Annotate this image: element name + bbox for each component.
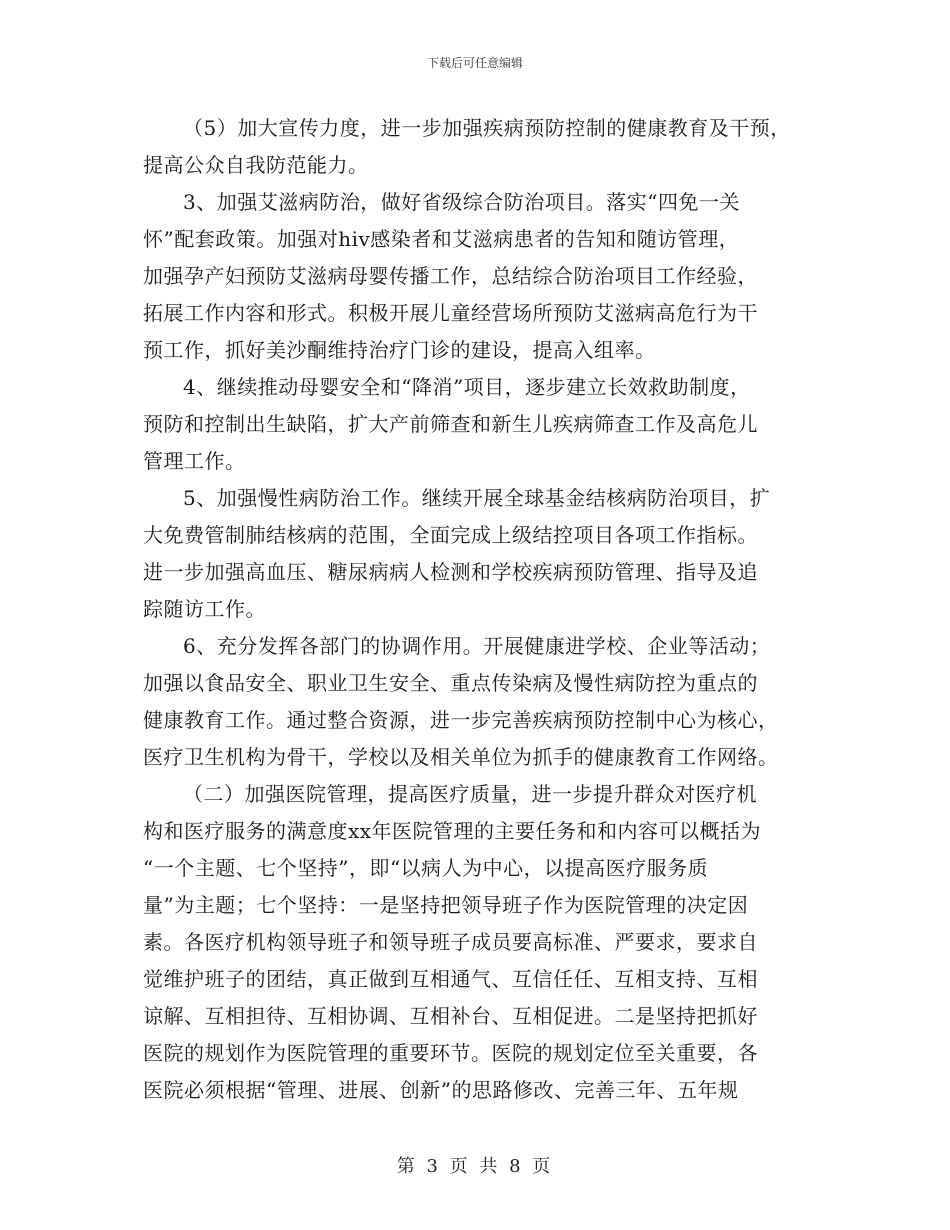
text-line: 医院的规划作为医院管理的重要环节。医院的规划定位至关重要，各 xyxy=(143,1041,758,1065)
text-line: 拓展工作内容和形式。积极开展儿童经营场所预防艾滋病高危行为干 xyxy=(143,301,758,325)
text-line: 管理工作。 xyxy=(143,449,246,473)
text-line: （二）加强医院管理，提高医疗质量，进一步提升群众对医疗机 xyxy=(183,782,757,806)
text-line: 4、继续推动母婴安全和“降消”项目，逐步建立长效救助制度， xyxy=(183,375,751,399)
paragraph-3 xyxy=(143,369,803,480)
header-note: 下载后可任意编辑 xyxy=(426,56,523,70)
text-line: 预防和控制出生缺陷，扩大产前筛查和新生儿疾病筛查工作及高危儿 xyxy=(143,412,758,436)
text-line: 构和医疗服务的满意度xx年医院管理的主要任务和和内容可以概括为 xyxy=(143,819,762,843)
paragraph-1 xyxy=(143,110,803,184)
text-line: 医疗卫生机构为骨干，学校以及相关单位为抓手的健康教育工作网络。 xyxy=(143,745,779,769)
text-line: 怀”配套政策。加强对hiv感染者和艾滋病患者的告知和随访管理， xyxy=(143,227,740,251)
text-line: （5）加大宣传力度，进一步加强疾病预防控制的健康教育及干预， xyxy=(183,116,791,140)
text-line: 5、加强慢性病防治工作。继续开展全球基金结核病防治项目，扩 xyxy=(183,486,771,510)
text-line: 大免费管制肺结核病的范围，全面完成上级结控项目各项工作指标。 xyxy=(143,523,758,547)
paragraph-6 xyxy=(143,776,803,1109)
text-line: 踪随访工作。 xyxy=(143,597,266,621)
text-line: 进一步加强高血压、糖尿病病人检测和学校疾病预防管理、指导及追 xyxy=(143,560,758,584)
document-body xyxy=(143,110,803,1109)
text-line: 量”为主题；七个坚持：一是坚持把领导班子作为医院管理的决定因 xyxy=(143,893,749,917)
text-line: 加强孕产妇预防艾滋病母婴传播工作，总结综合防治项目工作经验， xyxy=(143,264,758,288)
paragraph-4 xyxy=(143,480,803,628)
page-number: 第 3 页 共 8 页 xyxy=(396,1156,554,1177)
text-line: 谅解、互相担待、互相协调、互相补台、互相促进。二是坚持把抓好 xyxy=(143,1004,758,1028)
text-line: 医院必须根据“管理、进展、创新”的思路修改、完善三年、五年规 xyxy=(143,1078,739,1102)
paragraph-2 xyxy=(143,184,803,369)
text-line: 健康教育工作。通过整合资源，进一步完善疾病预防控制中心为核心， xyxy=(143,708,779,732)
text-line: 提高公众自我防范能力。 xyxy=(143,153,369,177)
text-line: 预工作，抓好美沙酮维持治疗门诊的建设，提高入组率。 xyxy=(143,338,656,362)
paragraph-5 xyxy=(143,628,803,776)
text-line: 素。各医疗机构领导班子和领导班子成员要高标准、严要求，要求自 xyxy=(143,930,758,954)
text-line: 6、充分发挥各部门的协调作用。开展健康进学校、企业等活动； xyxy=(183,634,771,658)
text-line: 3、加强艾滋病防治，做好省级综合防治项目。落实“四免一关 xyxy=(183,190,740,214)
text-line: “一个主题、七个坚持”，即“以病人为中心，以提高医疗服务质 xyxy=(143,856,709,880)
text-line: 加强以食品安全、职业卫生安全、重点传染病及慢性病防控为重点的 xyxy=(143,671,758,695)
text-line: 觉维护班子的团结，真正做到互相通气、互信任任、互相支持、互相 xyxy=(143,967,758,991)
